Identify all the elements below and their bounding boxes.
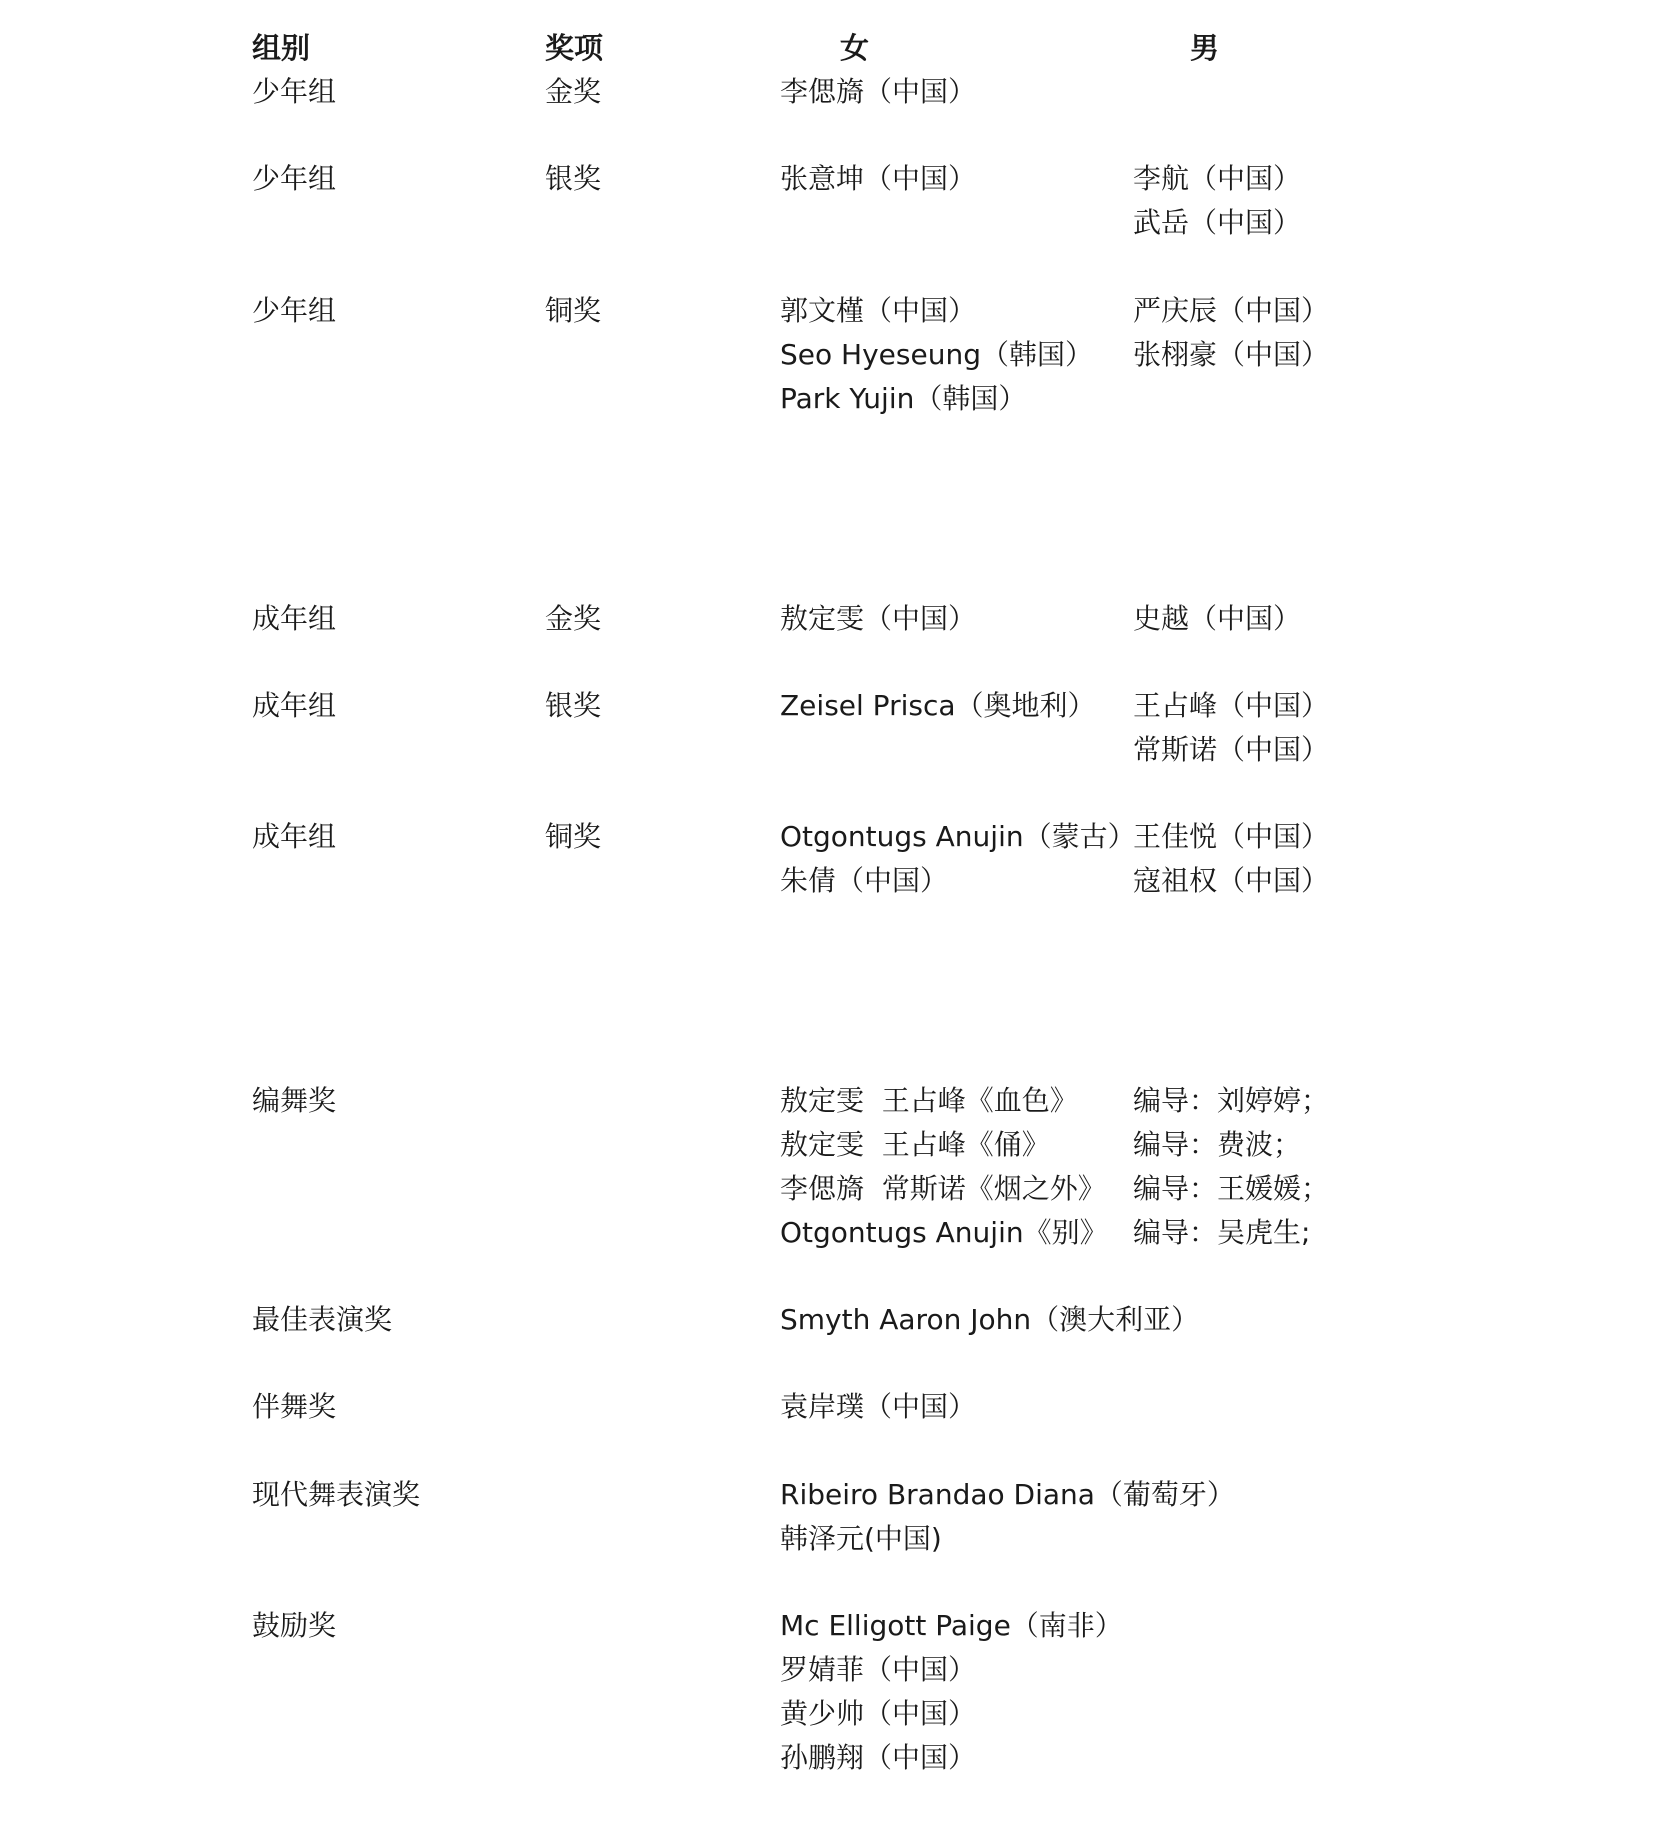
female-winner: 李偲旖（中国） xyxy=(780,75,977,108)
row-group: 少年组 xyxy=(252,162,337,195)
row-group: 成年组 xyxy=(252,602,337,635)
special-award-winner: 罗婧菲（中国） xyxy=(780,1653,977,1686)
special-award-label: 现代舞表演奖 xyxy=(252,1478,421,1511)
special-award-label: 最佳表演奖 xyxy=(252,1303,393,1336)
row-group: 成年组 xyxy=(252,689,337,722)
choreography-work: 敖定雯 王占峰《俑》 xyxy=(780,1128,1050,1161)
female-winner: Park Yujin（韩国） xyxy=(780,382,1027,415)
male-winner: 常斯诺（中国） xyxy=(1133,733,1330,766)
row-award: 铜奖 xyxy=(545,820,602,853)
male-winner: 寇祖权（中国） xyxy=(1133,864,1330,897)
special-award-winner: Ribeiro Brandao Diana（葡萄牙） xyxy=(780,1478,1235,1511)
female-winner: 朱倩（中国） xyxy=(780,864,949,897)
special-award-winner: Mc Elligott Paige（南非） xyxy=(780,1609,1123,1642)
male-winner: 李航（中国） xyxy=(1133,162,1302,195)
special-award-winner: 孙鹏翔（中国） xyxy=(780,1741,977,1774)
special-award-winner: 袁岸璞（中国） xyxy=(780,1390,977,1423)
choreographer: 编导：刘婷婷； xyxy=(1133,1084,1330,1117)
special-award-label: 伴舞奖 xyxy=(252,1390,337,1423)
row-group: 少年组 xyxy=(252,294,337,327)
row-group: 成年组 xyxy=(252,820,337,853)
female-winner: Zeisel Prisca（奥地利） xyxy=(780,689,1096,722)
choreography-award-label: 编舞奖 xyxy=(252,1084,337,1117)
row-award: 金奖 xyxy=(545,602,602,635)
choreographer: 编导：费波； xyxy=(1133,1128,1302,1161)
female-winner: 敖定雯（中国） xyxy=(780,602,977,635)
choreography-work: Otgontugs Anujin《别》 xyxy=(780,1216,1108,1249)
row-award: 银奖 xyxy=(545,689,602,722)
header-group: 组别 xyxy=(252,31,311,65)
special-award-winner: Smyth Aaron John（澳大利亚） xyxy=(780,1303,1200,1336)
header-female: 女 xyxy=(840,31,870,65)
choreographer: 编导：吴虎生; xyxy=(1133,1216,1311,1249)
male-winner: 史越（中国） xyxy=(1133,602,1302,635)
row-award: 铜奖 xyxy=(545,294,602,327)
female-winner: Otgontugs Anujin（蒙古） xyxy=(780,820,1136,853)
male-winner: 王占峰（中国） xyxy=(1133,689,1330,722)
male-winner: 王佳悦（中国） xyxy=(1133,820,1330,853)
male-winner: 严庆辰（中国） xyxy=(1133,294,1330,327)
special-award-winner: 黄少帅（中国） xyxy=(780,1697,977,1730)
choreographer: 编导：王媛媛； xyxy=(1133,1172,1330,1205)
header-male: 男 xyxy=(1190,31,1220,65)
row-group: 少年组 xyxy=(252,75,337,108)
special-award-label: 鼓励奖 xyxy=(252,1609,337,1642)
choreography-work: 敖定雯 王占峰《血色》 xyxy=(780,1084,1078,1117)
choreography-work: 李偲旖 常斯诺《烟之外》 xyxy=(780,1172,1106,1205)
special-award-winner: 韩泽元(中国) xyxy=(780,1522,942,1555)
male-winner: 张栩豪（中国） xyxy=(1133,338,1330,371)
male-winner: 武岳（中国） xyxy=(1133,206,1302,239)
header-award: 奖项 xyxy=(545,31,604,65)
female-winner: 郭文槿（中国） xyxy=(780,294,977,327)
female-winner: Seo Hyeseung（韩国） xyxy=(780,338,1093,371)
row-award: 金奖 xyxy=(545,75,602,108)
female-winner: 张意坤（中国） xyxy=(780,162,977,195)
row-award: 银奖 xyxy=(545,162,602,195)
